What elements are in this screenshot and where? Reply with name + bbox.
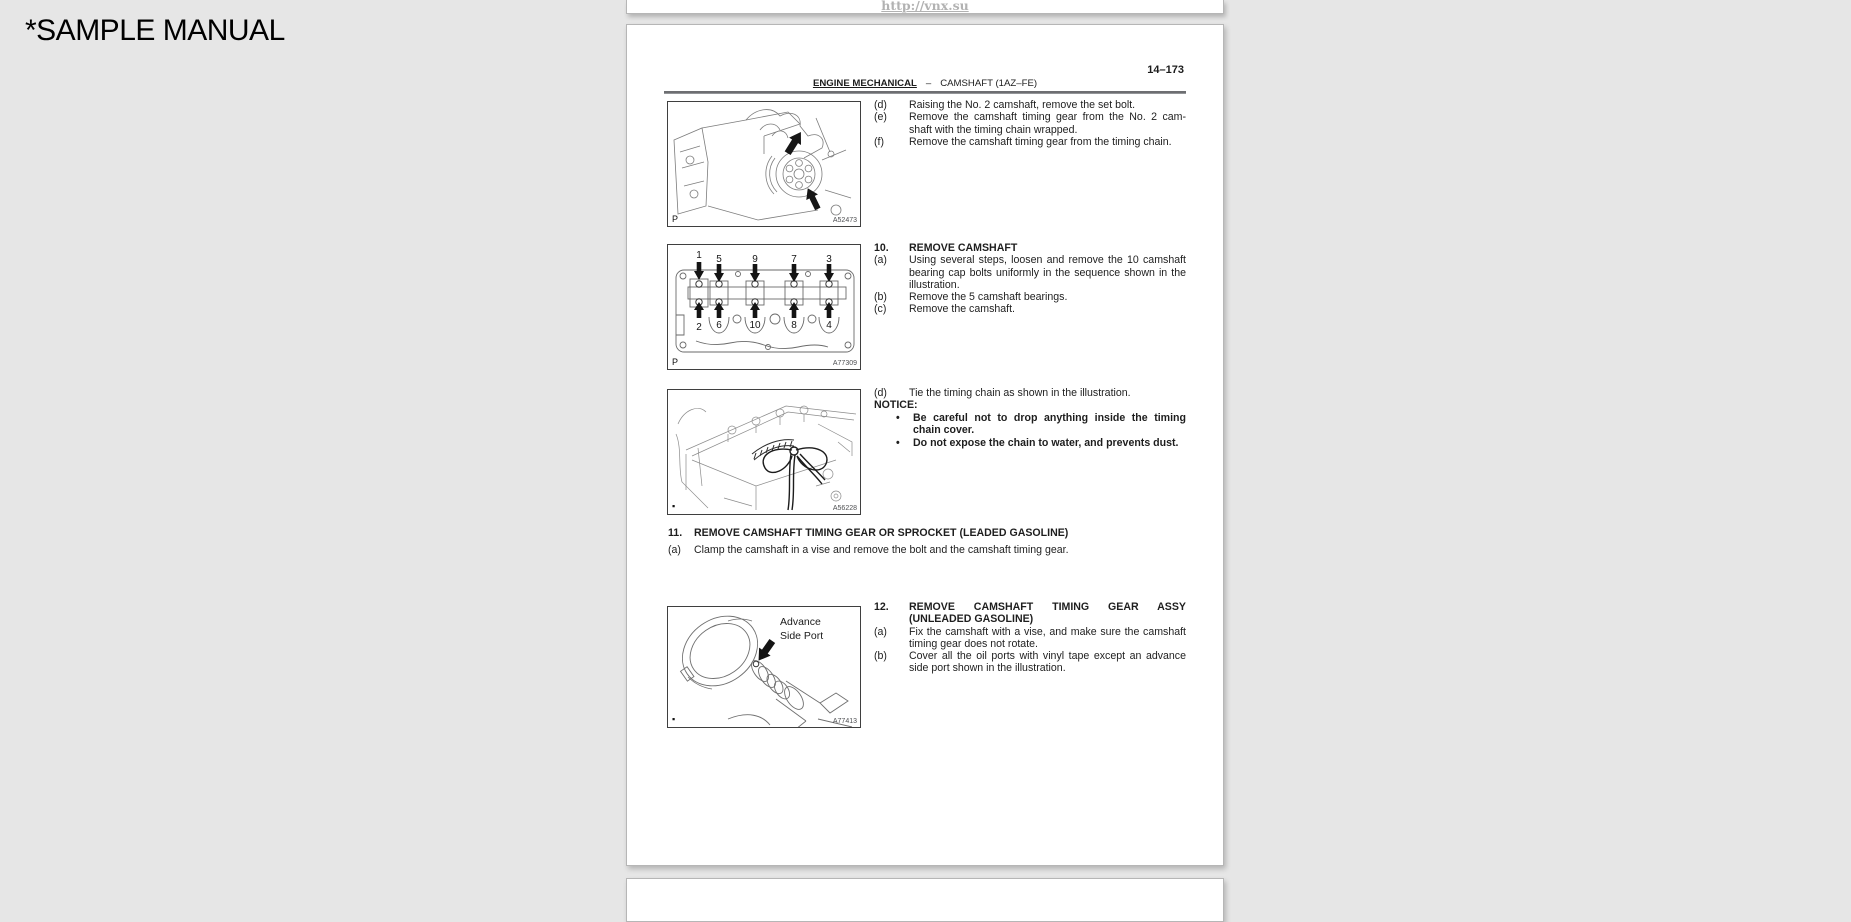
figure-marker-icon: ▪ xyxy=(672,501,676,511)
notice-bullet xyxy=(874,437,1186,449)
svg-text:1: 1 xyxy=(696,250,702,261)
svg-text:Advance: Advance xyxy=(780,616,821,628)
figure-code: A56228 xyxy=(832,505,857,512)
step-line: Clamp the camshaft in a vise and remove the bolt and the camshaft timing gear. xyxy=(694,544,1069,557)
previous-page-fragment xyxy=(626,0,1224,14)
timing-gear-line-art xyxy=(668,607,860,727)
step-line: timing gear does not rotate. xyxy=(909,637,1038,650)
section-title: REMOVE CAMSHAFT TIMING GEAR OR SPROCKET (LEADED GASOLINE) xyxy=(694,527,1069,539)
figure-bolt-sequence xyxy=(667,244,861,370)
step-line: side port shown in the illustration. xyxy=(909,662,1066,675)
header-topic: CAMSHAFT (1AZ–FE) xyxy=(940,78,1038,89)
step-item xyxy=(874,626,1186,651)
section-number: 10. xyxy=(874,242,889,254)
step-line: Remove the 5 camshaft bearings. xyxy=(909,291,1068,304)
header-rule xyxy=(664,91,1186,94)
figure-camshaft-gear-removal xyxy=(667,101,861,227)
step-line: Raising the No. 2 camshaft, remove the set bolt. xyxy=(909,99,1136,111)
page-header xyxy=(664,78,1186,89)
engine-line-art xyxy=(668,102,860,226)
vnx-watermark-link[interactable]: http://vnx.su xyxy=(881,0,969,13)
figure-code: A77413 xyxy=(832,718,857,725)
svg-text:9: 9 xyxy=(752,254,758,265)
step-label: (b) xyxy=(874,291,887,304)
chain-tie-line-art xyxy=(668,390,860,514)
svg-text:8: 8 xyxy=(791,320,797,331)
figure-callout xyxy=(780,616,823,642)
set-bolt-arrow-icon xyxy=(802,185,824,211)
step-line: Remove the camshaft timing gear from the timing chain. xyxy=(909,135,1172,148)
bullet-icon: • xyxy=(896,437,900,450)
header-separator: – xyxy=(925,78,932,89)
notice-bullet xyxy=(874,412,1186,437)
manual-page xyxy=(626,24,1224,866)
figure-timing-chain-tied xyxy=(667,389,861,515)
svg-text:10: 10 xyxy=(749,320,761,331)
step-line: Remove the camshaft timing gear from the No. 2 cam- xyxy=(909,111,1186,124)
section-title: REMOVE CAMSHAFT xyxy=(909,242,1018,254)
section-heading xyxy=(668,527,1188,539)
step-line: Remove the camshaft. xyxy=(909,303,1015,316)
step-item xyxy=(874,99,1186,111)
step-label: (a) xyxy=(874,625,887,638)
step-label: (d) xyxy=(874,387,887,399)
step-item xyxy=(874,303,1186,315)
step-line: Tie the timing chain as shown in the illustration. xyxy=(909,387,1131,399)
step-item xyxy=(874,136,1186,148)
step-line: illustration. xyxy=(909,278,960,291)
notice-line: chain cover. xyxy=(913,423,975,436)
svg-text:7: 7 xyxy=(791,254,797,265)
sample-manual-watermark: *SAMPLE MANUAL xyxy=(25,14,285,47)
svg-text:5: 5 xyxy=(716,254,722,265)
step-label: (a) xyxy=(874,254,887,267)
section-12 xyxy=(874,601,1186,675)
section-number: 12. xyxy=(874,601,889,613)
section-title-line: REMOVE CAMSHAFT TIMING GEAR ASSY xyxy=(909,601,1186,613)
step-label: (b) xyxy=(874,650,887,663)
header-section: ENGINE MECHANICAL xyxy=(812,78,917,89)
step-d-notice xyxy=(874,387,1186,449)
step-line: bearing cap bolts uniformly in the sequence shown in the xyxy=(909,266,1186,279)
steps-d-e-f xyxy=(874,99,1186,148)
step-label: (c) xyxy=(874,303,887,316)
step-label: (a) xyxy=(668,544,681,557)
figure-advance-side-port xyxy=(667,606,861,728)
svg-text:2: 2 xyxy=(696,322,702,333)
page-number: 14–173 xyxy=(1147,64,1184,76)
step-line: shaft with the timing chain wrapped. xyxy=(909,123,1078,136)
figure-code: A52473 xyxy=(832,217,857,224)
step-item xyxy=(874,387,1186,399)
figure-marker-icon: ▪ xyxy=(672,714,676,724)
bullet-icon: • xyxy=(896,411,900,424)
figure-corner-label: P xyxy=(672,214,679,224)
figure-corner-label: P xyxy=(672,357,679,367)
svg-text:4: 4 xyxy=(826,320,832,331)
step-line: Using several steps, loosen and remove the 10 camshaft xyxy=(909,254,1186,267)
section-10 xyxy=(874,242,1186,316)
section-number: 11. xyxy=(668,527,683,539)
svg-text:6: 6 xyxy=(716,320,722,331)
figure-code: A77309 xyxy=(832,360,857,367)
step-label: (e) xyxy=(874,111,887,124)
step-item xyxy=(874,650,1186,675)
svg-text:3: 3 xyxy=(826,254,832,265)
step-item xyxy=(874,291,1186,303)
notice-line: Be careful not to drop anything inside the timing xyxy=(913,411,1186,424)
svg-text:Side Port: Side Port xyxy=(780,630,824,642)
notice-label: NOTICE: xyxy=(874,399,918,412)
tie-bow xyxy=(763,447,827,510)
section-11 xyxy=(668,527,1188,557)
cylinder-head-line-art xyxy=(668,245,860,369)
section-heading xyxy=(874,242,1186,254)
notice-line: Do not expose the chain to water, and prevents dust. xyxy=(913,437,1179,450)
next-page-fragment xyxy=(626,878,1224,922)
step-item xyxy=(668,544,1188,556)
step-line: Cover all the oil ports with vinyl tape except an advance xyxy=(909,650,1186,663)
step-item xyxy=(874,254,1186,291)
section-title-line: (UNLEADED GASOLINE) xyxy=(909,613,1034,626)
step-label: (d) xyxy=(874,99,887,111)
section-heading xyxy=(874,601,1186,626)
step-label: (f) xyxy=(874,135,884,148)
step-item xyxy=(874,111,1186,136)
step-line: Fix the camshaft with a vise, and make sure the camshaft xyxy=(909,625,1186,638)
